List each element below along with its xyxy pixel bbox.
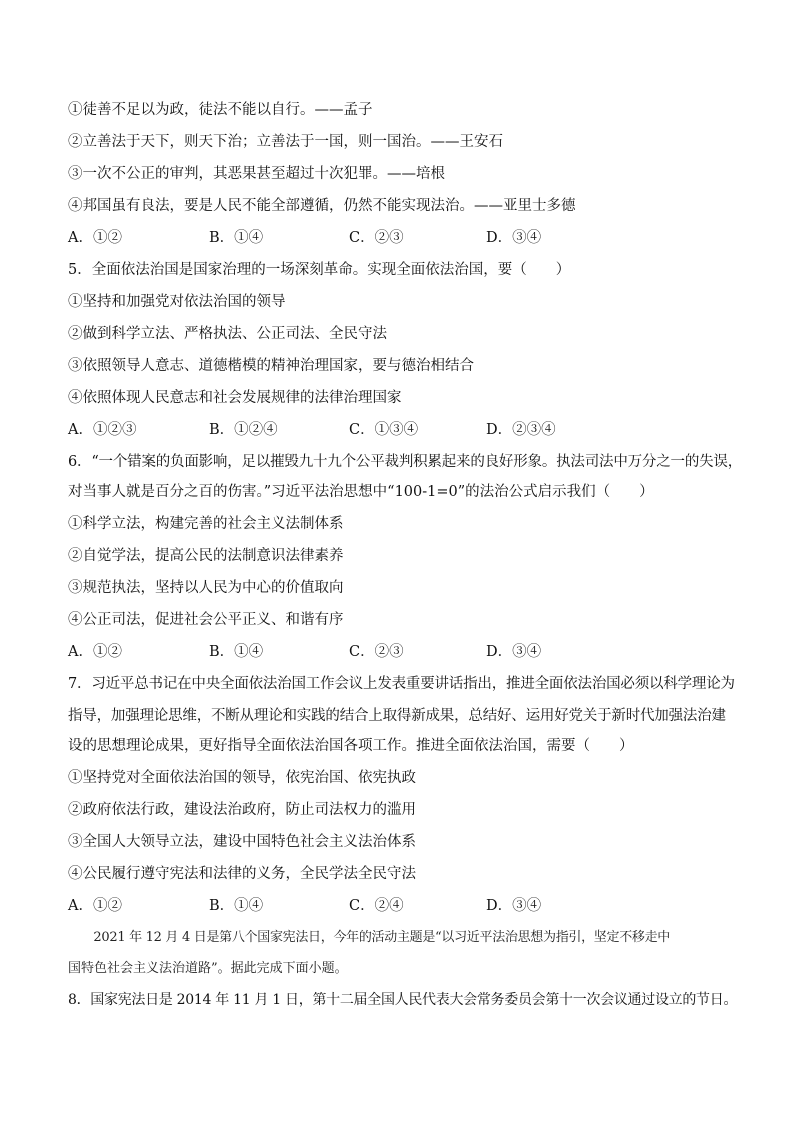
q5-statement-4: ④依照体现人民意志和社会发展规律的法律治理国家 — [68, 390, 402, 406]
q5-option-c: C．①③④ — [349, 422, 419, 438]
q4-statement-3: ③一次不公正的审判，其恶果甚至超过十次犯罪。——培根 — [68, 166, 445, 182]
q5-option-a: A．①②③ — [68, 422, 137, 438]
q7-stem-line-2: 指导，加强理论思维，不断从理论和实践的结合上取得新成果，总结好、运用好党关于新时代加强法治建 — [68, 708, 726, 724]
q7-options — [68, 896, 748, 916]
q7-option-c: C．②④ — [349, 898, 404, 914]
q4-option-d: D．③④ — [486, 230, 542, 246]
q5-option-d: D．②③④ — [486, 422, 556, 438]
q7-stem-line-1: 7．习近平总书记在中央全面依法治国工作会议上发表重要讲话指出，推进全面依法治国必须以科学理论为 — [68, 676, 735, 692]
q7-statement-4: ④公民履行遵守宪法和法律的义务，全民学法全民守法 — [68, 866, 416, 882]
q7-statement-2: ②政府依法行政，建设法治政府，防止司法权力的滥用 — [68, 802, 416, 818]
q4-statement-4: ④邦国虽有良法，要是人民不能全部遵循，仍然不能实现法治。——亚里士多德 — [68, 198, 576, 214]
q6-option-d: D．③④ — [486, 644, 542, 660]
q5-stem: 5．全面依法治国是国家治理的一场深刻革命。实现全面依法治国，要（ ） — [68, 262, 571, 278]
q7-stem-line-3: 设的思想理论成果，更好指导全面依法治国各项工作。推进全面依法治国，需要（ ） — [68, 738, 634, 754]
q7-option-b: B．①④ — [209, 898, 264, 914]
q6-statement-4: ④公正司法，促进社会公平正义、和谐有序 — [68, 612, 344, 628]
q7-statement-1: ①坚持党对全面依法治国的领导，依宪治国、依宪执政 — [68, 770, 416, 786]
q6-options — [68, 642, 748, 662]
q6-stem-line-2: 对当事人就是百分之百的伤害。”习近平法治思想中“100-1=0”的法治公式启示我们（ ） — [68, 484, 654, 500]
q4-option-c: C．②③ — [349, 230, 404, 246]
q7-option-a: A．①② — [68, 898, 122, 914]
q6-statement-1: ①科学立法，构建完善的社会主义法制体系 — [68, 516, 344, 532]
material-line-1: 2021 年 12 月 4 日是第八个国家宪法日，今年的活动主题是“以习近平法治思想为指引，坚定不移走中 — [68, 930, 671, 945]
q6-statement-2: ②自觉学法，提高公民的法制意识法律素养 — [68, 548, 344, 564]
q5-statement-3: ③依照领导人意志、道德楷模的精神治理国家，要与德治相结合 — [68, 358, 474, 374]
q7-statement-3: ③全国人大领导立法，建设中国特色社会主义法治体系 — [68, 834, 416, 850]
q8-stem: 8．国家宪法日是 2014 年 11 月 1 日，第十二届全国人民代表大会常务委员会第十一次会议通过设立的节日。 — [68, 992, 738, 1008]
q6-statement-3: ③规范执法，坚持以人民为中心的价值取向 — [68, 580, 344, 596]
material-line-2: 国特色社会主义法治道路”。据此完成下面小题。 — [68, 961, 348, 976]
q5-options — [68, 420, 748, 440]
q5-statement-1: ①坚持和加强党对依法治国的领导 — [68, 294, 286, 310]
q6-option-a: A．①② — [68, 644, 122, 660]
q4-statement-2: ②立善法于天下，则天下治；立善法于一国，则一国治。——王安石 — [68, 134, 503, 150]
q4-option-a: A．①② — [68, 230, 122, 246]
q5-statement-2: ②做到科学立法、严格执法、公正司法、全民守法 — [68, 326, 387, 342]
q6-option-c: C．②③ — [349, 644, 404, 660]
q4-statement-1: ①徒善不足以为政，徒法不能以自行。——孟子 — [68, 102, 373, 118]
q4-options — [68, 228, 748, 248]
q6-stem-line-1: 6．“一个错案的负面影响，足以摧毁九十九个公平裁判积累起来的良好形象。执法司法中万分之一的失误， — [68, 454, 743, 470]
q7-option-d: D．③④ — [486, 898, 542, 914]
q4-option-b: B．①④ — [209, 230, 264, 246]
q6-option-b: B．①④ — [209, 644, 264, 660]
q5-option-b: B．①②④ — [209, 422, 278, 438]
